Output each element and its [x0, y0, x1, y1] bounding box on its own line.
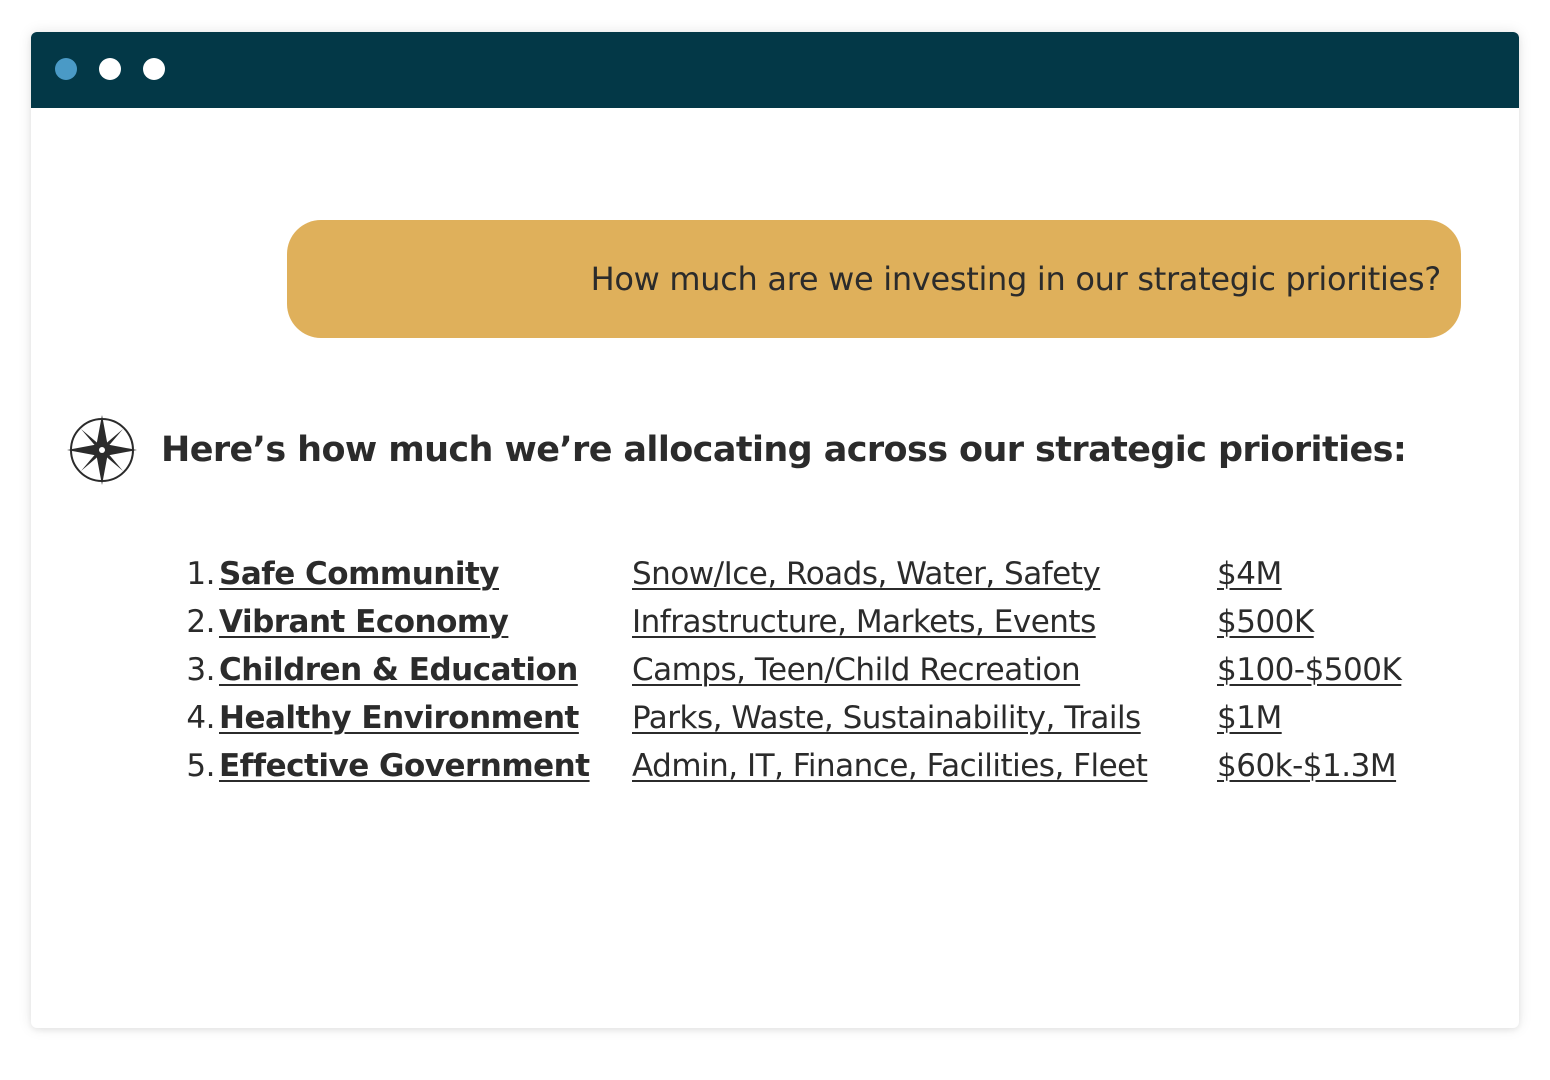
window-titlebar: [31, 32, 1519, 108]
assistant-heading: Here’s how much we’re allocating across our strategic priorities:: [161, 430, 1407, 470]
priority-row: [31, 646, 1519, 694]
priority-amount-link[interactable]: $60k-$1.3M: [1217, 748, 1397, 784]
user-message-bubble: [287, 220, 1461, 338]
compass-star-icon: [65, 413, 139, 487]
priority-row: [31, 742, 1519, 790]
priority-areas-link[interactable]: Camps, Teen/Child Recreation: [632, 652, 1081, 688]
priority-number: 2.: [186, 604, 215, 640]
priority-amount-link[interactable]: $1M: [1217, 700, 1282, 736]
window-dot-icon[interactable]: [99, 58, 121, 80]
priority-amount-link[interactable]: $4M: [1217, 556, 1282, 592]
priority-row: [31, 598, 1519, 646]
window-dot-icon[interactable]: [55, 58, 77, 80]
priority-number: 3.: [186, 652, 215, 688]
priority-name-link[interactable]: Vibrant Economy: [219, 604, 509, 640]
priority-areas-link[interactable]: Infrastructure, Markets, Events: [632, 604, 1096, 640]
priority-name-link[interactable]: Healthy Environment: [219, 700, 579, 736]
priority-row: [31, 694, 1519, 742]
app-window: [31, 32, 1519, 1028]
priority-name-link[interactable]: Safe Community: [219, 556, 499, 592]
priority-number: 5.: [186, 748, 215, 784]
user-message-text: How much are we investing in our strategic priorities?: [590, 260, 1441, 298]
priority-row: [31, 550, 1519, 598]
priority-name-link[interactable]: Effective Government: [219, 748, 590, 784]
priority-number: 1.: [186, 556, 215, 592]
priority-areas-link[interactable]: Parks, Waste, Sustainability, Trails: [632, 700, 1141, 736]
priority-areas-link[interactable]: Admin, IT, Finance, Facilities, Fleet: [632, 748, 1148, 784]
assistant-response-header: [65, 412, 1406, 488]
window-dot-icon[interactable]: [143, 58, 165, 80]
priority-amount-link[interactable]: $500K: [1217, 604, 1314, 640]
priority-name-link[interactable]: Children & Education: [219, 652, 578, 688]
priority-areas-link[interactable]: Snow/Ice, Roads, Water, Safety: [632, 556, 1101, 592]
priority-amount-link[interactable]: $100-$500K: [1217, 652, 1402, 688]
priority-number: 4.: [186, 700, 215, 736]
